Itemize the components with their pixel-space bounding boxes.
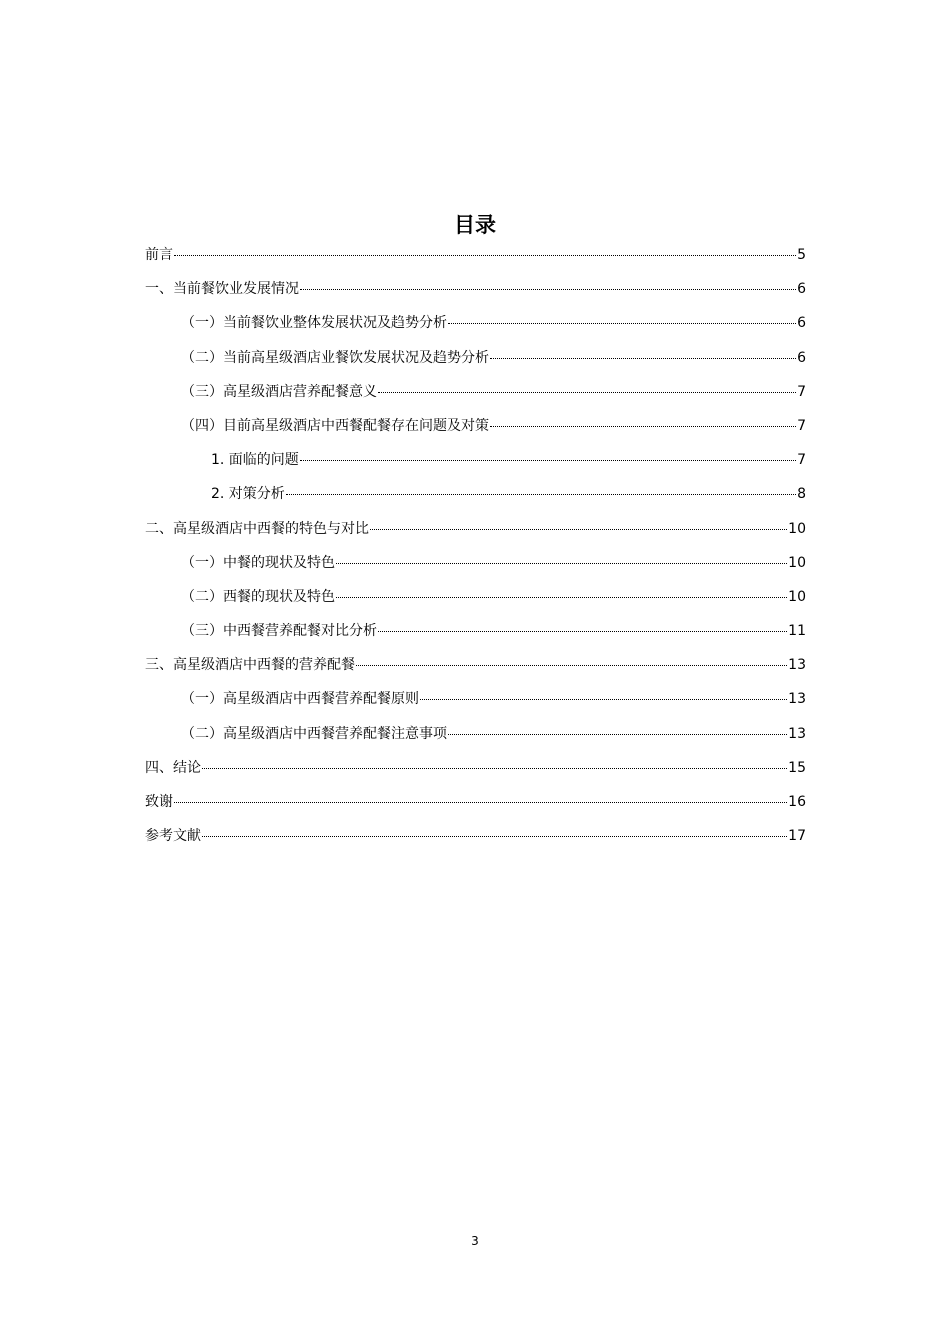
toc-dot-leader [336, 597, 787, 598]
toc-entry-label: （一）中餐的现状及特色 [181, 554, 335, 571]
toc-dot-leader [336, 563, 787, 564]
toc-entry[interactable] [145, 343, 806, 377]
toc-entry-page: 6 [797, 315, 806, 332]
toc-entry[interactable] [145, 684, 806, 718]
toc-entry-page: 10 [788, 588, 806, 605]
toc-dot-leader [420, 699, 787, 700]
toc-entry[interactable] [145, 787, 806, 821]
toc-dot-leader [378, 631, 787, 632]
toc-entry[interactable] [145, 616, 806, 650]
toc-dot-leader [490, 426, 796, 427]
toc-entry-label: 三、高星级酒店中西餐的营养配餐 [145, 657, 355, 674]
toc-entry-label: 致谢 [145, 794, 173, 810]
toc-entry-page: 15 [788, 759, 806, 776]
toc-entry-page: 5 [797, 247, 806, 263]
toc-entry-page: 6 [797, 281, 806, 298]
toc-entry-label: 1. 面临的问题 [211, 452, 299, 469]
toc-dot-leader [370, 529, 787, 530]
toc-entry-label: 前言 [145, 247, 173, 263]
toc-entry-page: 8 [797, 486, 806, 503]
toc-entry[interactable] [145, 411, 806, 445]
toc-entry[interactable] [145, 582, 806, 616]
toc-dot-leader [202, 768, 787, 769]
toc-entry-page: 13 [788, 691, 806, 708]
toc-entry[interactable] [145, 719, 806, 753]
toc-entry-page: 16 [788, 794, 806, 810]
toc-entry-label: 二、高星级酒店中西餐的特色与对比 [145, 520, 369, 537]
toc-entry-label: （二）西餐的现状及特色 [181, 588, 335, 605]
toc-dot-leader [174, 255, 796, 256]
toc-dot-leader [174, 802, 787, 803]
toc-entry-page: 10 [788, 554, 806, 571]
toc-entry-page: 13 [788, 725, 806, 742]
toc-entry-page: 10 [788, 520, 806, 537]
toc-dot-leader [300, 289, 796, 290]
toc-dot-leader [448, 323, 796, 324]
toc-list [145, 240, 806, 855]
toc-title: 目录 [454, 213, 496, 237]
toc-entry-label: （四）目前高星级酒店中西餐配餐存在问题及对策 [181, 417, 489, 434]
toc-dot-leader [300, 460, 796, 461]
toc-entry[interactable] [145, 548, 806, 582]
toc-entry-label: 四、结论 [145, 759, 201, 776]
toc-entry[interactable] [145, 445, 806, 479]
toc-entry[interactable] [145, 514, 806, 548]
toc-entry[interactable] [145, 377, 806, 411]
toc-entry-label: 一、当前餐饮业发展情况 [145, 281, 299, 298]
toc-entry-page: 17 [788, 828, 806, 845]
toc-entry-label: （二）当前高星级酒店业餐饮发展状况及趋势分析 [181, 349, 489, 366]
toc-entry-label: （三）中西餐营养配餐对比分析 [181, 623, 377, 640]
toc-entry[interactable] [145, 821, 806, 855]
toc-dot-leader [286, 494, 796, 495]
toc-dot-leader [356, 665, 787, 666]
toc-dot-leader [448, 734, 787, 735]
toc-dot-leader [378, 392, 796, 393]
toc-entry-label: （一）当前餐饮业整体发展状况及趋势分析 [181, 315, 447, 332]
toc-entry-label: 参考文献 [145, 828, 201, 845]
toc-entry-label: （三）高星级酒店营养配餐意义 [181, 383, 377, 400]
toc-entry-page: 7 [797, 383, 806, 400]
toc-entry-page: 7 [797, 417, 806, 434]
toc-dot-leader [490, 358, 796, 359]
toc-entry[interactable] [145, 240, 806, 274]
toc-entry-label: 2. 对策分析 [211, 486, 285, 503]
toc-entry[interactable] [145, 274, 806, 308]
toc-dot-leader [202, 836, 787, 837]
toc-entry-page: 11 [788, 623, 806, 640]
toc-entry-page: 13 [788, 657, 806, 674]
toc-entry[interactable] [145, 753, 806, 787]
toc-entry-label: （一）高星级酒店中西餐营养配餐原则 [181, 691, 419, 708]
toc-entry-label: （二）高星级酒店中西餐营养配餐注意事项 [181, 725, 447, 742]
footer-page-number: 3 [471, 1234, 479, 1248]
toc-entry[interactable] [145, 308, 806, 342]
toc-entry-page: 7 [797, 452, 806, 469]
toc-entry[interactable] [145, 650, 806, 684]
toc-entry-page: 6 [797, 349, 806, 366]
toc-entry[interactable] [145, 479, 806, 513]
